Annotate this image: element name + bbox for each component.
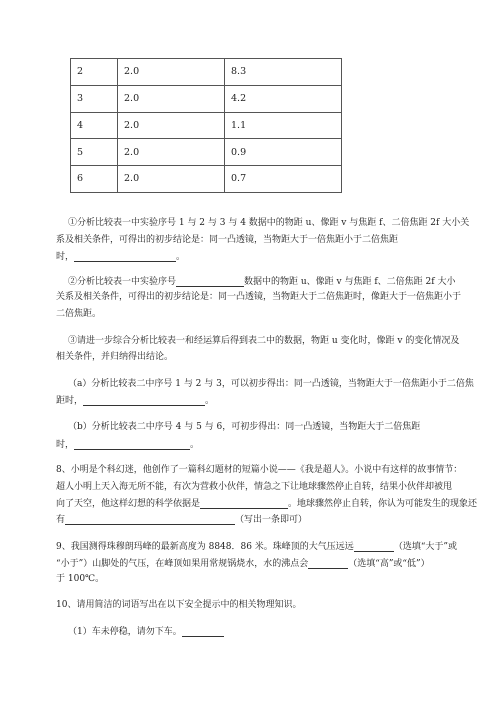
q9-l2-suffix: （选填“高”或“低”） — [348, 559, 430, 569]
q2-answer-blank[interactable] — [176, 277, 244, 287]
q9-suffix-1: （选填“大于”或 — [393, 542, 458, 552]
serial-number-cell: 6 — [71, 166, 118, 193]
q8-answer-blank-2[interactable] — [65, 515, 235, 525]
q9-line-1 — [56, 542, 457, 552]
value-cell: 0.7 — [225, 166, 342, 193]
qb-answer-blank[interactable] — [74, 440, 190, 450]
focal-length-cell: 2.0 — [118, 139, 225, 166]
value-cell: 1.1 — [225, 112, 342, 139]
q10-item-1: （1）车未停稳，请勿下车。 — [68, 627, 182, 637]
q2-line-1 — [68, 277, 455, 287]
q10-answer-blank-1[interactable] — [182, 627, 224, 637]
q8-l4-suffix: （写出一条即可） — [235, 515, 308, 525]
serial-number-cell: 3 — [71, 85, 118, 112]
q8-mid: 。地球骤然停止自转，你认为可能发生的现象还 — [288, 499, 478, 509]
q8-prefix: 向了天空，他这样幻想的科学依据是 — [56, 499, 201, 509]
q1-suffix: 。 — [176, 252, 186, 262]
q8-line-3 — [56, 499, 477, 509]
q3-line-1: ③请进一步综合分析比较表一和经运算后得到表二中的数据，物距 u 变化时，像距 v 的变化情况及 — [68, 336, 460, 346]
qa-answer-blank[interactable] — [83, 396, 205, 406]
table-row — [71, 139, 342, 166]
q10-line-1: 10、请用简洁的词语写出在以下安全提示中的相关物理知识。 — [56, 600, 302, 610]
q9-answer-blank-2[interactable] — [308, 559, 348, 569]
qa-line-2 — [56, 396, 214, 406]
q1-line-1: ①分析比较表一中实验序号 1 与 2 与 3 与 4 数据中的物距 u、像距 v 与焦距 f、二倍焦距 2f 大小关 — [68, 218, 470, 228]
table-row — [71, 166, 342, 193]
q9-l2-prefix: “小于”）山脚处的气压，在峰顶如果用常规锅烧水，水的沸点会 — [56, 559, 309, 569]
qa-line-1: （a）分析比较表二中序号 1 与 2 与 3，可以初步得出：同一凸透镜，当物距大于一倍焦距小于二倍焦 — [68, 379, 474, 389]
focal-length-cell: 2.0 — [118, 166, 225, 193]
q1-line-2: 系及相关条件，可得出的初步结论是：同一凸透镜，当物距大于一倍焦距小于二倍焦距 — [56, 235, 399, 245]
focal-length-cell: 2.0 — [118, 112, 225, 139]
q10-line-2 — [68, 627, 224, 637]
serial-number-cell: 5 — [71, 139, 118, 166]
q2-line-3: 二倍焦距。 — [56, 309, 102, 319]
q9-prefix: 9、我国测得珠穆朗玛峰的最新高度为 8848．86 米。珠峰顶的大气压远远 — [56, 542, 354, 552]
q8-line-4 — [56, 515, 307, 525]
q8-l4-prefix: 有 — [56, 515, 66, 525]
qa-suffix: 。 — [205, 396, 215, 406]
q8-line-1: 8、小明是个科幻迷，他创作了一篇科幻题材的短篇小说——《我是超人》。小说中有这样的故事情节： — [56, 465, 463, 475]
serial-number-cell: 4 — [71, 112, 118, 139]
q9-line-2 — [56, 559, 430, 569]
q9-line-3: 于 100℃。 — [56, 574, 105, 584]
table-row — [71, 112, 342, 139]
value-cell: 4.2 — [225, 85, 342, 112]
q9-answer-blank-1[interactable] — [354, 542, 394, 552]
qb-line-1: （b）分析比较表二中序号 4 与 5 与 6，可初步得出：同一凸透镜，当物距大于二倍焦距 — [68, 422, 421, 432]
q8-answer-blank-1[interactable] — [200, 499, 288, 509]
value-cell: 0.9 — [225, 139, 342, 166]
q1-answer-blank[interactable] — [74, 252, 176, 262]
q3-line-2: 相关条件，并归纳得出结论。 — [56, 352, 174, 362]
q2-prefix: ②分析比较表一中实验序号 — [68, 277, 177, 287]
focal-length-cell: 2.0 — [118, 59, 225, 86]
data-table — [70, 58, 342, 193]
table-row — [71, 85, 342, 112]
qb-prefix: 时， — [56, 440, 75, 450]
q2-suffix: 数据中的物距 u、像距 v 与焦距 f、二倍焦距 2f 大小 — [244, 277, 456, 287]
q8-line-2: 超人小明上天入海无所不能，有次为营救小伙伴，情急之下让地球骤然停止自转，结果小伙伴却被甩 — [56, 482, 453, 492]
q1-line-3 — [56, 252, 185, 262]
q2-line-2: 关系及相关条件，可得出的初步结论是：同一凸透镜，当物距大于二倍焦距时，像距大于一倍焦距小于 — [56, 292, 462, 302]
serial-number-cell: 2 — [71, 59, 118, 86]
qb-suffix: 。 — [190, 440, 200, 450]
qb-line-2 — [56, 440, 199, 450]
q1-prefix: 时， — [56, 252, 75, 262]
value-cell: 8.3 — [225, 59, 342, 86]
qa-prefix: 距时， — [56, 396, 84, 406]
table-row — [71, 59, 342, 86]
focal-length-cell: 2.0 — [118, 85, 225, 112]
